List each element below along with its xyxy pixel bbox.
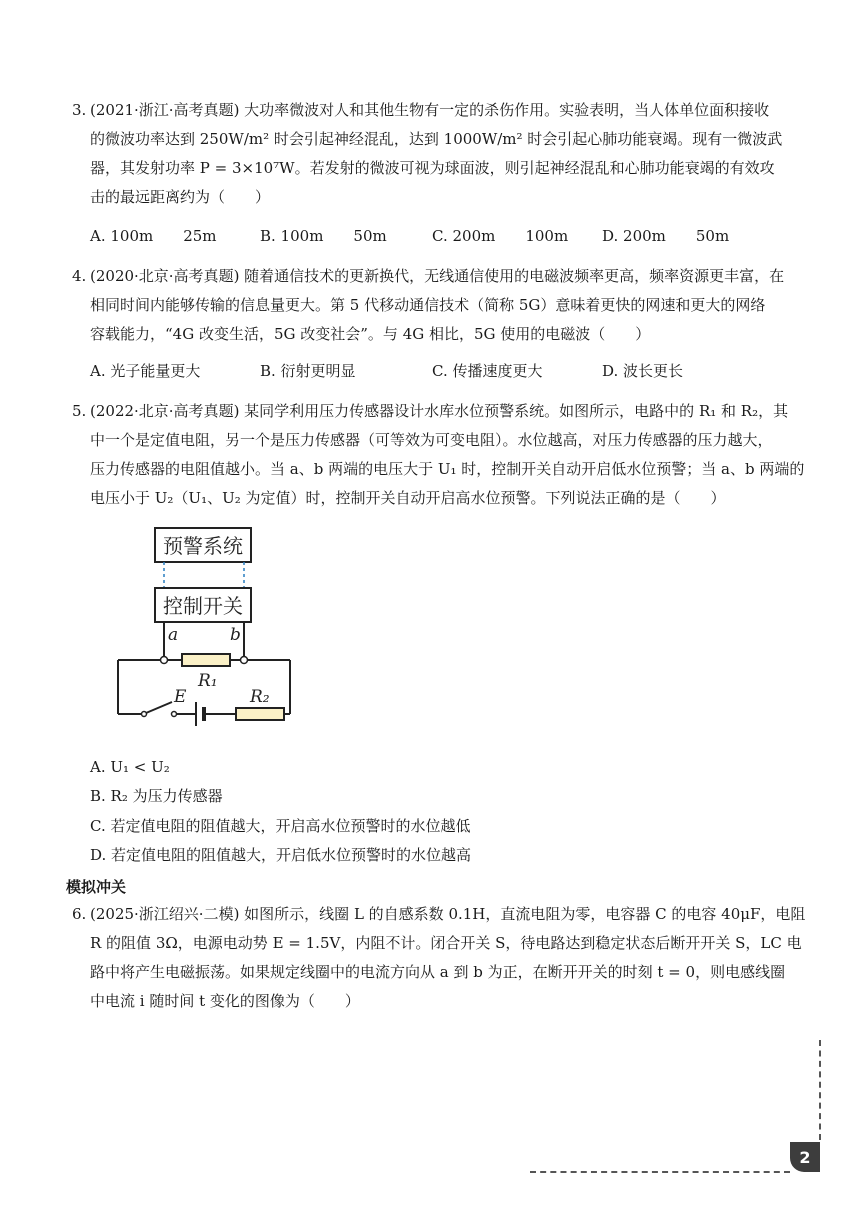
- option-a[interactable]: A. 光子能量更大: [90, 362, 201, 380]
- label-e: E: [174, 687, 187, 707]
- page-border-dashed-vertical: [819, 1040, 821, 1140]
- label-a: a: [168, 625, 179, 645]
- option-d[interactable]: D. 波长更长: [602, 362, 684, 380]
- switch-contact: [172, 712, 177, 717]
- page-number: 2: [790, 1142, 820, 1172]
- resistor-r1: [182, 654, 230, 666]
- page-border-dashed-horizontal: [530, 1171, 790, 1173]
- warning-system-label: 预警系统: [163, 534, 243, 558]
- node-b: [241, 657, 248, 664]
- resistor-r2: [236, 708, 284, 720]
- option-d[interactable]: D. 200m 50m: [602, 227, 730, 245]
- question-text: 中电流 i 随时间 t 变化的图像为（ ）: [90, 992, 360, 1010]
- option-c[interactable]: C. 若定值电阻的阻值越大，开启高水位预警时的水位越低: [90, 817, 471, 835]
- node-a: [161, 657, 168, 664]
- question-number: 6.: [72, 905, 87, 923]
- question-6: [72, 900, 808, 1016]
- question-text: (2021·浙江·高考真题) 大功率微波对人和其他生物有一定的杀伤作用。实验表明，当人体单位面积接收: [90, 101, 770, 119]
- question-text: 压力传感器的电阻值越小。当 a、b 两端的电压大于 U₁ 时，控制开关自动开启低水位预警；当 a、b 两端的: [90, 460, 805, 478]
- question-3-options: [90, 225, 810, 246]
- option-b[interactable]: B. 100m 50m: [260, 227, 387, 245]
- option-a[interactable]: A. 100m 25m: [90, 227, 217, 245]
- question-text: 的微波功率达到 250W/m² 时会引起神经混乱，达到 1000W/m² 时会引起心肺功能衰竭。现有一微波武: [90, 130, 783, 148]
- question-5: [72, 397, 808, 513]
- question-text: 中一个是定值电阻，另一个是压力传感器（可等效为可变电阻）。水位越高，对压力传感器的压力越大，: [90, 431, 773, 449]
- option-c[interactable]: C. 传播速度更大: [432, 362, 543, 380]
- question-text: (2025·浙江绍兴·二模) 如图所示，线圈 L 的自感系数 0.1H，直流电阻为零，电容器 C 的电容 40μF，电阻: [90, 905, 806, 923]
- question-text: 路中将产生电磁振荡。如果规定线圈中的电流方向从 a 到 b 为正，在断开开关的时刻 t = 0，则电感线圈: [90, 963, 786, 981]
- question-4-options: [90, 360, 810, 381]
- question-text: 容载能力，“4G 改变生活，5G 改变社会”。与 4G 相比，5G 使用的电磁波（ ）: [90, 325, 651, 343]
- question-text: (2022·北京·高考真题) 某同学利用压力传感器设计水库水位预警系统。如图所示，电路中的 R₁ 和 R₂，其: [90, 402, 789, 420]
- question-3: [72, 96, 808, 212]
- option-a[interactable]: A. U₁ < U₂: [90, 758, 170, 776]
- question-text: 电压小于 U₂（U₁、U₂ 为定值）时，控制开关自动开启高水位预警。下列说法正确的是（ ）: [90, 489, 726, 507]
- section-title: 模拟冲关: [66, 878, 127, 896]
- control-switch-label: 控制开关: [163, 594, 243, 618]
- question-number: 3.: [72, 101, 87, 119]
- question-number: 4.: [72, 267, 87, 285]
- question-text: 相同时间内能够传输的信息量更大。第 5 代移动通信技术（简称 5G）意味着更快的网速和更大的网络: [90, 296, 766, 314]
- option-d[interactable]: D. 若定值电阻的阻值越大，开启低水位预警时的水位越高: [90, 846, 472, 864]
- question-text: (2020·北京·高考真题) 随着通信技术的更新换代，无线通信使用的电磁波频率更高，频率资源更丰富，在: [90, 267, 785, 285]
- question-number: 5.: [72, 402, 87, 420]
- circuit-diagram: [110, 522, 310, 728]
- label-r1: R₁: [198, 671, 218, 691]
- switch-blade: [146, 702, 172, 713]
- question-text: R 的阻值 3Ω，电源电动势 E = 1.5V，内阻不计。闭合开关 S，待电路达到稳定状态后断开开关 S，LC 电: [90, 934, 802, 952]
- option-b[interactable]: B. 衍射更明显: [260, 362, 356, 380]
- question-4: [72, 262, 808, 349]
- question-text: 器，其发射功率 P = 3×10⁷W。若发射的微波可视为球面波，则引起神经混乱和心肺功能衰竭的有效攻: [90, 159, 775, 177]
- option-c[interactable]: C. 200m 100m: [432, 227, 569, 245]
- label-b: b: [230, 625, 241, 645]
- option-b[interactable]: B. R₂ 为压力传感器: [90, 787, 223, 805]
- label-r2: R₂: [250, 687, 270, 707]
- question-text: 击的最远距离约为（ ）: [90, 188, 271, 206]
